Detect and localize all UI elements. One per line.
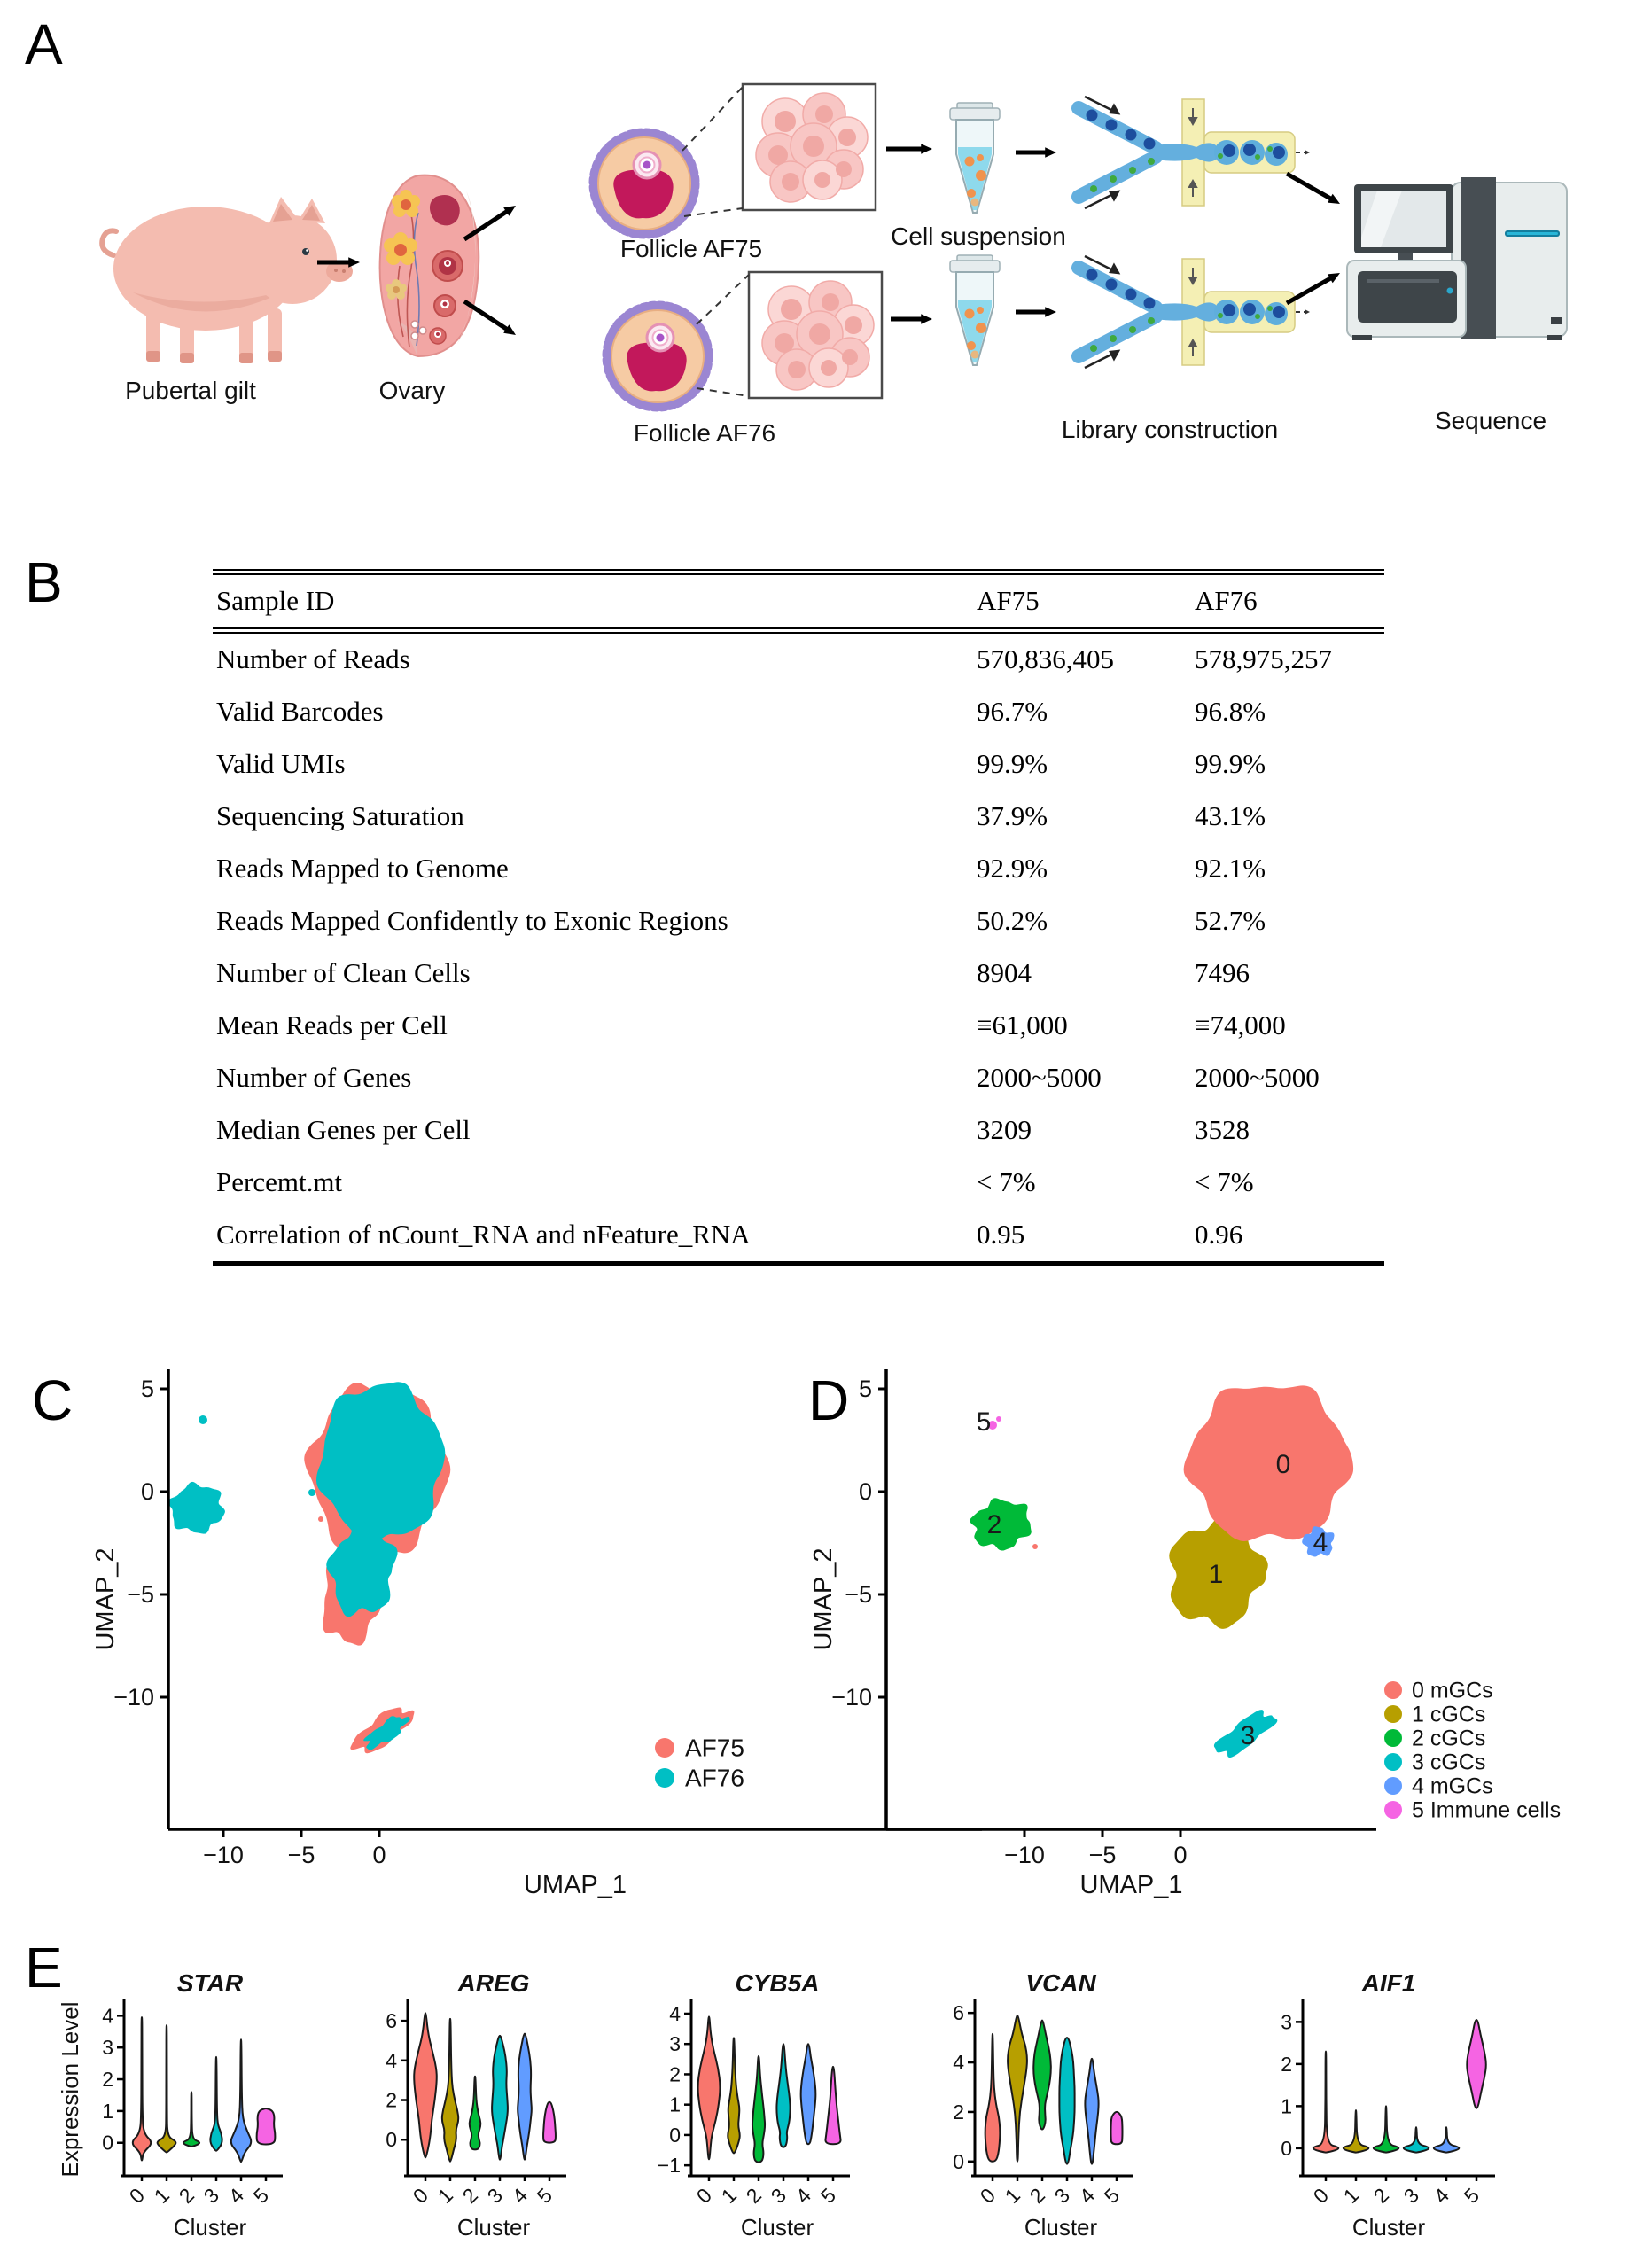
ovary-label: Ovary	[378, 377, 446, 404]
x-tick-label: 5	[1099, 2183, 1125, 2209]
table-row	[213, 895, 1384, 947]
metric-value: 37.9%	[977, 800, 1048, 831]
arrow-icon	[1016, 147, 1056, 157]
follicle-af76-illustration	[607, 306, 708, 407]
legend-swatch	[1384, 1705, 1402, 1723]
x-tick-label: 2	[1368, 2183, 1394, 2209]
umap-panel-umap_by_sample	[91, 1369, 982, 1899]
legend-umap_by_sample	[655, 1734, 744, 1792]
cluster-number-label: 5	[976, 1407, 992, 1437]
violin-STAR-cluster5	[257, 2108, 276, 2145]
violin-STAR-cluster2	[183, 2092, 199, 2147]
violin-STAR-cluster0	[133, 2017, 151, 2160]
violin-VCAN-cluster0	[985, 2034, 1001, 2162]
x-axis-title: Cluster	[1351, 2214, 1426, 2241]
metric-value: 99.9%	[977, 748, 1048, 779]
legend-umap_by_cluster	[1384, 1679, 1561, 1823]
metric-value: 3528	[1195, 1114, 1250, 1145]
violin-CYB5A-cluster3	[776, 2044, 790, 2147]
violin-CYB5A-cluster5	[825, 2067, 840, 2144]
violin-AIF1-cluster1	[1344, 2110, 1369, 2153]
y-axis-title: UMAP_2	[809, 1547, 837, 1651]
violin-AREG-cluster1	[442, 2019, 458, 2162]
metric-value: 2000~5000	[977, 1062, 1102, 1093]
violin-subplot-STAR	[57, 1969, 283, 2241]
pubertal-gilt-label: Pubertal gilt	[125, 377, 256, 404]
x-tick-label: 5	[248, 2183, 274, 2209]
violin-subplot-AREG	[386, 1969, 566, 2241]
violin-AREG-cluster4	[518, 2034, 532, 2160]
cluster-number-label: 1	[1208, 1560, 1224, 1589]
violin-AREG-cluster0	[414, 2013, 437, 2157]
x-tick-label: 1	[1000, 2183, 1025, 2209]
x-tick-label: 0	[372, 1842, 386, 1868]
violin-AIF1-cluster0	[1313, 2052, 1339, 2153]
y-tick-label: 4	[386, 2048, 397, 2072]
metric-value: < 7%	[1195, 1166, 1254, 1197]
umap-panel-umap_by_cluster	[809, 1369, 1561, 1899]
table-row	[213, 1052, 1384, 1104]
column-header: AF75	[977, 585, 1040, 616]
cluster-number-label: 3	[1240, 1721, 1256, 1750]
x-tick-label: 1	[149, 2183, 175, 2209]
legend-swatch	[655, 1768, 674, 1788]
x-tick-label: 3	[199, 2183, 224, 2209]
table-row	[213, 843, 1384, 895]
x-tick-label: 0	[408, 2183, 433, 2209]
cell-suspension-label: Cell suspension	[891, 222, 1066, 250]
cluster-blob-AF76-left-cluster	[167, 1482, 225, 1534]
x-tick-label: 4	[791, 2183, 816, 2209]
x-tick-label: 2	[174, 2183, 199, 2209]
gene-title: AREG	[457, 1969, 530, 1997]
x-tick-label: 5	[1459, 2183, 1484, 2209]
x-axis-title: Cluster	[456, 2214, 531, 2241]
tube-icon-bottom	[950, 255, 1000, 365]
legend-label: 4 mGCs	[1412, 1773, 1493, 1799]
y-tick-label: −1	[657, 2154, 681, 2178]
violin-AIF1-cluster4	[1434, 2127, 1460, 2153]
metric-name: Percemt.mt	[216, 1166, 343, 1197]
x-tick-label: −5	[1088, 1842, 1117, 1868]
legend-label: AF76	[685, 1764, 744, 1792]
x-tick-label: 4	[1074, 2183, 1100, 2209]
table-row	[213, 791, 1384, 843]
violin-AIF1-cluster2	[1374, 2106, 1399, 2152]
y-tick-label: 0	[140, 1478, 154, 1505]
microfluidic-chip-top	[1079, 97, 1310, 208]
gene-title: STAR	[176, 1969, 244, 1997]
x-tick-label: 0	[1308, 2183, 1334, 2209]
metric-name: Valid UMIs	[216, 748, 346, 779]
legend-label: 2 cGCs	[1412, 1726, 1486, 1751]
violin-CYB5A-cluster1	[728, 2038, 739, 2153]
gene-title: VCAN	[1025, 1969, 1096, 1997]
x-tick-label: 2	[741, 2183, 767, 2209]
metric-value: 99.9%	[1195, 748, 1266, 779]
x-tick-label: 4	[1429, 2183, 1454, 2209]
legend-label: AF75	[685, 1734, 744, 1762]
gene-title: AIF1	[1361, 1969, 1416, 1997]
gene-title: CYB5A	[735, 1969, 820, 1997]
violin-CYB5A-cluster2	[752, 2056, 765, 2163]
legend-swatch	[1384, 1777, 1402, 1795]
arrow-icon	[1016, 307, 1056, 316]
x-tick-label: 4	[507, 2183, 533, 2209]
y-tick-label: 2	[669, 2062, 681, 2086]
y-tick-label: 3	[1281, 2010, 1292, 2034]
y-tick-label: 2	[953, 2100, 964, 2124]
x-tick-label: 5	[532, 2183, 557, 2209]
y-tick-label: 0	[669, 2123, 681, 2147]
x-tick-label: −10	[203, 1842, 244, 1868]
y-tick-label: 1	[1281, 2094, 1292, 2118]
x-tick-label: 0	[124, 2183, 150, 2209]
x-tick-label: 3	[482, 2183, 508, 2209]
arrow-icon	[891, 314, 932, 323]
y-tick-label: 0	[953, 2149, 964, 2173]
cluster-number-label: 0	[1275, 1450, 1291, 1479]
violin-AREG-cluster2	[470, 2077, 481, 2150]
arrow-icon	[1287, 174, 1340, 204]
violin-subplot-VCAN	[953, 1969, 1133, 2241]
x-tick-label: −10	[1004, 1842, 1045, 1868]
pig-illustration	[102, 197, 353, 363]
x-tick-label: 1	[432, 2183, 458, 2209]
ovary-illustration	[380, 175, 479, 356]
metric-value: 7496	[1195, 957, 1250, 988]
cell-box-af75	[743, 84, 876, 210]
metric-value: 50.2%	[977, 905, 1048, 936]
y-tick-label: 5	[140, 1376, 154, 1402]
violin-AREG-cluster5	[543, 2102, 556, 2143]
violin-VCAN-cluster5	[1111, 2112, 1123, 2144]
follicle-af75-label: Follicle AF75	[619, 235, 763, 262]
x-tick-label: 4	[223, 2183, 249, 2209]
y-tick-label: 6	[953, 2001, 964, 2025]
x-tick-label: 3	[1049, 2183, 1075, 2209]
table-row	[213, 1209, 1384, 1264]
metric-value: 52.7%	[1195, 905, 1266, 936]
follicle-af75-illustration	[594, 133, 695, 234]
scatter-dot	[199, 1415, 207, 1424]
microfluidic-chip-bottom	[1079, 256, 1310, 368]
column-header: AF76	[1195, 585, 1258, 616]
violin-CYB5A-cluster4	[801, 2044, 816, 2144]
sequencing-qc-table	[213, 569, 1384, 1266]
scatter-dot	[1032, 1544, 1038, 1549]
violin-AREG-cluster3	[492, 2036, 508, 2160]
umap-plots	[0, 1356, 1628, 1914]
violin-AIF1-cluster3	[1404, 2127, 1429, 2153]
violin-VCAN-cluster2	[1033, 2021, 1051, 2130]
y-tick-label: 0	[102, 2131, 113, 2155]
x-tick-label: −5	[287, 1842, 315, 1868]
x-tick-label: 2	[457, 2183, 483, 2209]
legend-label: 0 mGCs	[1412, 1678, 1493, 1703]
y-tick-label: 1	[102, 2099, 113, 2123]
violin-CYB5A-cluster0	[698, 2016, 721, 2159]
violin-subplot-CYB5A	[658, 1969, 850, 2241]
legend-swatch	[1384, 1729, 1402, 1747]
metric-value: 3209	[977, 1114, 1032, 1145]
x-tick-label: 3	[766, 2183, 791, 2209]
x-tick-label: 0	[1173, 1842, 1188, 1868]
metric-value: 92.1%	[1195, 853, 1266, 884]
violin-AIF1-cluster5	[1467, 2020, 1485, 2108]
y-tick-label: −5	[127, 1581, 154, 1608]
x-tick-label: 0	[975, 2183, 1001, 2209]
tube-icon-top	[950, 103, 1000, 213]
y-tick-label: 0	[386, 2128, 397, 2152]
y-tick-label: 6	[386, 2009, 397, 2033]
y-tick-label: 0	[1281, 2136, 1292, 2160]
metric-value: 2000~5000	[1195, 1062, 1320, 1093]
metric-value: 570,836,405	[977, 643, 1114, 674]
y-tick-label: 1	[669, 2093, 681, 2116]
y-tick-label: 2	[102, 2068, 113, 2092]
metric-name: Mean Reads per Cell	[216, 1009, 448, 1040]
legend-label: 3 cGCs	[1412, 1750, 1486, 1775]
metric-name: Reads Mapped to Genome	[216, 853, 509, 884]
panel-e-label: E	[25, 1936, 63, 1999]
sequence-label: Sequence	[1434, 407, 1547, 434]
metric-value: 578,975,257	[1195, 643, 1332, 674]
x-axis-title: Cluster	[173, 2214, 247, 2241]
y-tick-label: 0	[858, 1478, 872, 1505]
panel-c-label: C	[32, 1368, 74, 1432]
violin-plots	[0, 1906, 1628, 2268]
scatter-dot	[996, 1416, 1001, 1422]
y-tick-label: 2	[1281, 2052, 1292, 2076]
arrow-icon	[886, 144, 932, 153]
metric-value: 0.96	[1195, 1219, 1243, 1250]
violin-subplot-AIF1	[1281, 1969, 1495, 2241]
cluster-number-label: 2	[986, 1510, 1002, 1539]
arrow-icon	[1287, 273, 1340, 303]
cell-box-af76	[749, 272, 882, 398]
table-header-row	[213, 573, 1384, 631]
y-tick-label: −5	[845, 1581, 872, 1608]
x-tick-label: 3	[1398, 2183, 1424, 2209]
legend-swatch	[1384, 1801, 1402, 1819]
x-tick-label: 1	[716, 2183, 742, 2209]
table-row	[213, 631, 1384, 687]
y-tick-label: 4	[102, 2004, 113, 2028]
metric-name: Median Genes per Cell	[216, 1114, 471, 1145]
violin-VCAN-cluster4	[1085, 2059, 1098, 2164]
metric-name: Correlation of nCount_RNA and nFeature_RNA	[216, 1219, 751, 1250]
scatter-dot	[318, 1516, 323, 1522]
legend-label: 5 Immune cells	[1412, 1797, 1562, 1823]
y-tick-label: 4	[953, 2051, 964, 2075]
y-tick-label: 3	[102, 2036, 113, 2060]
y-tick-label: −10	[113, 1684, 154, 1711]
y-tick-label: 3	[669, 2032, 681, 2056]
violin-STAR-cluster4	[231, 2039, 251, 2162]
library-construction-label: Library construction	[1061, 416, 1279, 443]
panel-d-label: D	[808, 1368, 850, 1432]
x-axis-title: UMAP_1	[1079, 1871, 1183, 1899]
legend-label: 1 cGCs	[1412, 1702, 1486, 1727]
table-row	[213, 1104, 1384, 1157]
metric-value: ≡74,000	[1195, 1009, 1286, 1040]
legend-swatch	[655, 1738, 674, 1758]
panel-b-label: B	[25, 550, 63, 614]
metric-value: ≡61,000	[977, 1009, 1068, 1040]
violin-VCAN-cluster3	[1059, 2038, 1074, 2164]
metric-name: Number of Clean Cells	[216, 957, 471, 988]
metric-value: 92.9%	[977, 853, 1048, 884]
table-row	[213, 1157, 1384, 1209]
column-header: Sample ID	[216, 585, 335, 616]
metric-name: Number of Genes	[216, 1062, 412, 1093]
metric-value: 96.8%	[1195, 696, 1266, 727]
metric-value: 43.1%	[1195, 800, 1266, 831]
y-tick-label: 4	[669, 2001, 681, 2025]
table-row	[213, 1000, 1384, 1052]
violin-STAR-cluster1	[158, 2025, 176, 2152]
metric-name: Reads Mapped Confidently to Exonic Regions	[216, 905, 728, 936]
metric-value: 96.7%	[977, 696, 1048, 727]
x-tick-label: 2	[1024, 2183, 1050, 2209]
y-axis-title: UMAP_2	[91, 1547, 120, 1651]
x-tick-label: 0	[691, 2183, 717, 2209]
panel-a-label: A	[25, 12, 63, 76]
x-axis-title: UMAP_1	[523, 1871, 627, 1899]
y-tick-label: 2	[386, 2088, 397, 2112]
sequencer-illustration	[1347, 177, 1567, 340]
legend-swatch	[1384, 1681, 1402, 1699]
metric-name: Valid Barcodes	[216, 696, 384, 727]
table-row	[213, 738, 1384, 791]
metric-name: Sequencing Saturation	[216, 800, 464, 831]
y-tick-label: 5	[858, 1376, 872, 1402]
scatter-dot	[308, 1489, 315, 1496]
follicle-af76-label: Follicle AF76	[633, 419, 776, 447]
x-tick-label: 1	[1338, 2183, 1364, 2209]
violin-VCAN-cluster1	[1008, 2015, 1027, 2162]
legend-swatch	[1384, 1753, 1402, 1771]
table-row	[213, 686, 1384, 738]
workflow-diagram	[0, 0, 1628, 483]
x-tick-label: 5	[815, 2183, 841, 2209]
y-tick-label: −10	[831, 1684, 872, 1711]
table-body	[213, 631, 1384, 1265]
x-axis-title: Cluster	[1024, 2214, 1098, 2241]
violin-STAR-cluster3	[210, 2057, 222, 2151]
metric-name: Number of Reads	[216, 643, 410, 674]
cluster-blob-cluster0-mGCs	[1184, 1385, 1353, 1541]
metric-value: 0.95	[977, 1219, 1025, 1250]
table-header	[213, 573, 1384, 631]
metric-value: 8904	[977, 957, 1032, 988]
x-axis-title: Cluster	[740, 2214, 814, 2241]
cluster-number-label: 4	[1313, 1528, 1328, 1557]
table-row	[213, 947, 1384, 1000]
expression-level-axis-title: Expression Level	[57, 2001, 83, 2178]
arrow-icon	[464, 301, 516, 335]
metric-value: < 7%	[977, 1166, 1036, 1197]
